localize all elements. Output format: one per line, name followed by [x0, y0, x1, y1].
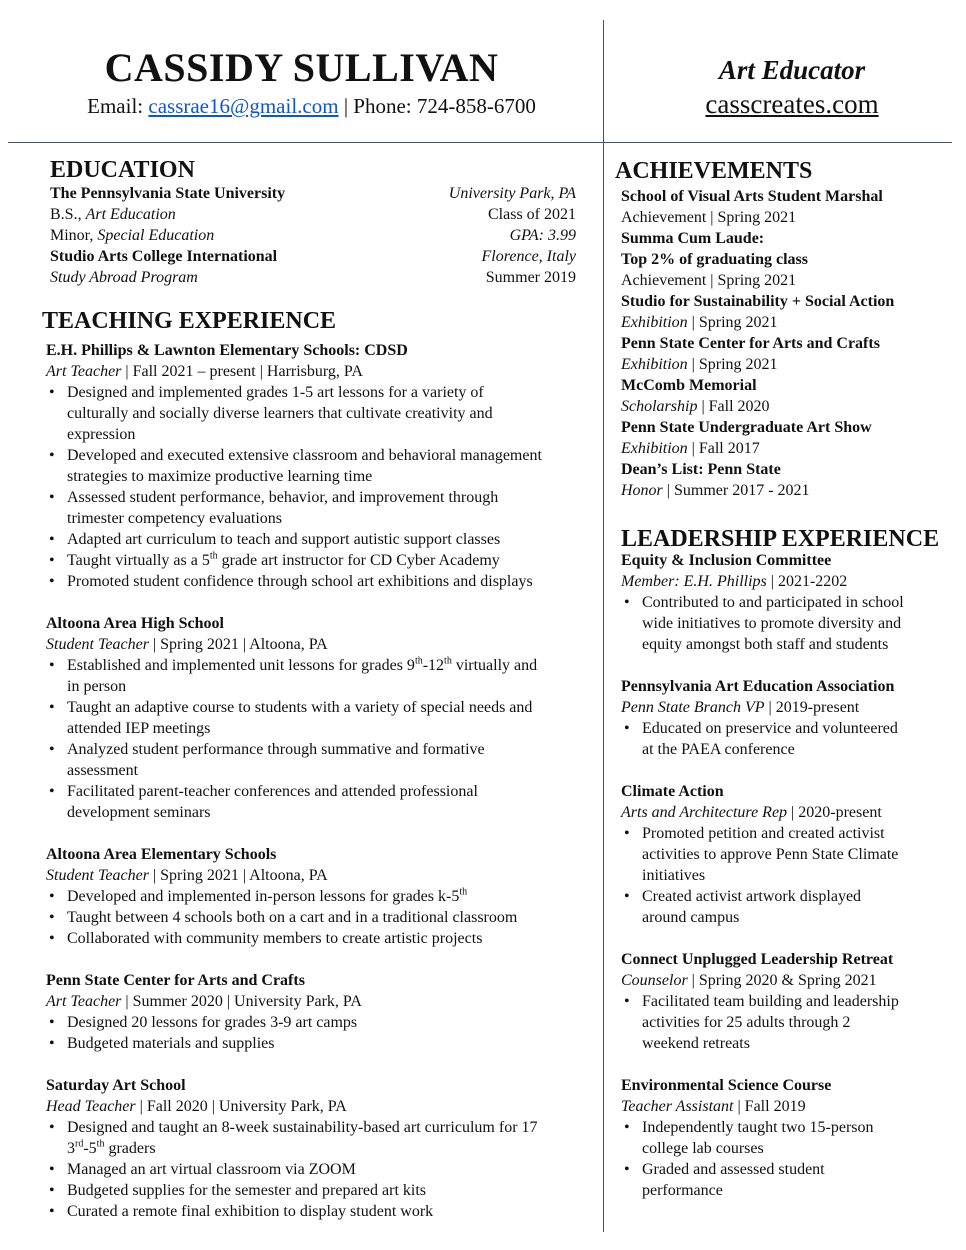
- entry-dates: | 2020-present: [787, 804, 882, 821]
- bullet-line: • Budgeted supplies for the semester and prepared art kits: [67, 1182, 426, 1199]
- achievement-meta: [621, 480, 951, 501]
- education-row: [50, 204, 576, 225]
- experience-entry: [46, 613, 591, 823]
- experience-entry: [621, 550, 951, 655]
- bullet-item: [46, 781, 591, 823]
- entry-meta: [46, 634, 591, 655]
- entry-dates: | Spring 2020 & Spring 2021: [687, 972, 877, 989]
- education-right: GPA: 3.99: [509, 227, 576, 244]
- bullet-line: wide initiatives to promote diversity and: [642, 615, 902, 632]
- bullet-item: [621, 991, 951, 1054]
- education-prefix: Minor,: [50, 227, 98, 244]
- leadership-heading: LEADERSHIP EXPERIENCE: [621, 526, 940, 552]
- bullet-line: • Developed and implemented in-person lessons for grades k-5th: [67, 886, 468, 905]
- education-row: [50, 225, 576, 246]
- bullet-item: [46, 1117, 591, 1159]
- bullet-line: performance: [642, 1182, 723, 1199]
- achievement-date: | Summer 2017 - 2021: [662, 482, 810, 499]
- bullet-item: [46, 1033, 591, 1054]
- education-left: [50, 246, 277, 267]
- bullet-list: [46, 886, 591, 949]
- bullet-line: • Taught between 4 schools both on a cart and in a traditional classroom: [67, 909, 518, 926]
- bullet-line: college lab courses: [642, 1140, 764, 1157]
- bullet-line: initiatives: [642, 867, 706, 884]
- phone-number: 724-858-6700: [416, 94, 536, 118]
- achievement-title: Studio for Sustainability + Social Action: [621, 293, 895, 310]
- entry-role: Head Teacher: [46, 1098, 136, 1115]
- entry-meta: [46, 1096, 591, 1117]
- achievement-title: School of Visual Arts Student Marshal: [621, 188, 883, 205]
- education-right: Florence, Italy: [481, 248, 576, 265]
- teaching-heading: TEACHING EXPERIENCE: [42, 308, 337, 334]
- entry-title: Environmental Science Course: [621, 1077, 832, 1094]
- bullet-item: [46, 445, 591, 487]
- phone-label: | Phone:: [338, 94, 417, 118]
- experience-entry: [621, 949, 951, 1054]
- bullet-item: [46, 487, 591, 529]
- bullet-line: activities to approve Penn State Climate: [642, 846, 899, 863]
- bullet-line: • Facilitated team building and leadership: [642, 993, 899, 1010]
- bullet-item: [621, 823, 951, 886]
- bullet-line: activities for 25 adults through 2: [642, 1014, 851, 1031]
- education-right: Summer 2019: [485, 269, 576, 286]
- education-row: [50, 267, 576, 288]
- bullet-line: • Developed and executed extensive classroom and behavioral management: [67, 447, 542, 464]
- bullet-line: development seminars: [67, 804, 211, 821]
- entry-title: Climate Action: [621, 783, 724, 800]
- entry-dates: | Fall 2021 – present | Harrisburg, PA: [121, 363, 363, 380]
- bullet-line: • Independently taught two 15-person: [642, 1119, 874, 1136]
- entry-title: E.H. Phillips & Lawnton Elementary Schools: CDSD: [46, 342, 408, 359]
- entry-role: Art Teacher: [46, 363, 122, 380]
- entry-meta: [621, 970, 951, 991]
- entry-dates: | 2019-present: [764, 699, 860, 716]
- achievement-kind: Achievement: [621, 272, 707, 289]
- entry-role: Penn State Branch VP: [621, 699, 765, 716]
- bullet-list: [46, 382, 591, 592]
- achievement-meta: [621, 207, 951, 228]
- entry-title: Connect Unplugged Leadership Retreat: [621, 951, 894, 968]
- achievement-date: | Spring 2021: [687, 314, 778, 331]
- achievement-title: Penn State Center for Arts and Crafts: [621, 335, 880, 352]
- bullet-line: • Promoted student confidence through school art exhibitions and displays: [67, 573, 533, 590]
- achievement-title: Dean’s List: Penn State: [621, 461, 781, 478]
- superscript: th: [96, 1138, 105, 1150]
- education-detail: Special Education: [97, 227, 215, 244]
- website-link[interactable]: casscreates.com: [705, 89, 879, 119]
- achievement-meta: [621, 396, 951, 417]
- bullet-line: expression: [67, 426, 136, 443]
- bullet-line: equity amongst both staff and students: [642, 636, 889, 653]
- bullet-line: at the PAEA conference: [642, 741, 795, 758]
- bullet-line: • Designed 20 lessons for grades 3-9 art camps: [67, 1014, 358, 1031]
- superscript: th: [459, 886, 468, 898]
- achievement-kind: Honor: [621, 482, 663, 499]
- entry-role: Counselor: [621, 972, 688, 989]
- achievement-meta: [621, 438, 951, 459]
- bullet-item: [46, 529, 591, 550]
- achievement-kind: Exhibition: [621, 440, 688, 457]
- education-prefix: B.S.,: [50, 206, 86, 223]
- achievement-date: | Fall 2017: [687, 440, 760, 457]
- bullet-line: • Established and implemented unit lessons for grades 9th-12th virtually and: [67, 655, 538, 674]
- candidate-name: CASSIDY SULLIVAN: [104, 45, 499, 90]
- bullet-item: [46, 655, 591, 697]
- superscript: th: [414, 655, 423, 667]
- education-heading: EDUCATION: [50, 157, 195, 183]
- education-left: [50, 267, 198, 288]
- bullet-line: assessment: [67, 762, 139, 779]
- achievement-kind: Achievement: [621, 209, 707, 226]
- bullet-line: strategies to maximize productive learning time: [67, 468, 373, 485]
- entry-meta: [46, 991, 591, 1012]
- entry-title: Penn State Center for Arts and Crafts: [46, 972, 305, 989]
- bullet-item: [46, 886, 591, 907]
- bullet-line: • Adapted art curriculum to teach and support autistic support classes: [67, 531, 501, 548]
- teaching-section: [46, 340, 591, 1243]
- bullet-line: • Facilitated parent-teacher conferences and attended professional: [67, 783, 478, 800]
- bullet-item: [621, 592, 951, 655]
- email-label: Email:: [87, 94, 149, 118]
- education-row: [50, 246, 576, 267]
- bullet-line: around campus: [642, 909, 740, 926]
- bullet-item: [46, 382, 591, 445]
- bullet-line: • Promoted petition and created activist: [642, 825, 885, 842]
- education-name: The Pennsylvania State University: [50, 185, 286, 202]
- experience-entry: [621, 781, 951, 928]
- bullet-line: attended IEP meetings: [67, 720, 211, 737]
- education-detail: Study Abroad Program: [50, 269, 198, 286]
- achievement-kind: Exhibition: [621, 314, 688, 331]
- bullet-line: • Taught an adaptive course to students with a variety of special needs and: [67, 699, 533, 716]
- entry-role: Member: E.H. Phillips: [621, 573, 767, 590]
- achievement-title: Penn State Undergraduate Art Show: [621, 419, 872, 436]
- bullet-line: • Designed and implemented grades 1-5 art lessons for a variety of: [67, 384, 484, 401]
- bullet-line: • Graded and assessed student: [642, 1161, 825, 1178]
- entry-role: Arts and Architecture Rep: [621, 804, 788, 821]
- entry-dates: | 2021-2202: [766, 573, 848, 590]
- education-left: [50, 204, 176, 225]
- entry-role: Art Teacher: [46, 993, 122, 1010]
- entry-dates: | Summer 2020 | University Park, PA: [121, 993, 362, 1010]
- bullet-list: [621, 991, 951, 1054]
- entry-meta: [621, 802, 951, 823]
- achievements-section: [621, 186, 951, 501]
- bullet-list: [621, 718, 951, 760]
- bullet-item: [621, 886, 951, 928]
- bullet-item: [46, 571, 591, 592]
- bullet-line: • Collaborated with community members to create artistic projects: [67, 930, 483, 947]
- bullet-item: [621, 1117, 951, 1159]
- entry-title: Equity & Inclusion Committee: [621, 552, 832, 569]
- entry-meta: [621, 571, 951, 592]
- bullet-item: [621, 718, 951, 760]
- education-left: [50, 183, 285, 204]
- entry-meta: [621, 1096, 951, 1117]
- education-right: Class of 2021: [488, 206, 576, 223]
- bullet-line: • Analyzed student performance through summative and formative: [67, 741, 485, 758]
- bullet-line: • Budgeted materials and supplies: [67, 1035, 275, 1052]
- achievement-title: Summa Cum Laude:: [621, 230, 765, 247]
- entry-role: Student Teacher: [46, 867, 149, 884]
- entry-dates: | Fall 2020 | University Park, PA: [135, 1098, 347, 1115]
- education-section: [50, 183, 576, 288]
- achievement-date: | Fall 2020: [697, 398, 770, 415]
- column-divider: [603, 20, 604, 1232]
- bullet-line: weekend retreats: [642, 1035, 750, 1052]
- bullet-item: [46, 1159, 591, 1180]
- experience-entry: [621, 676, 951, 760]
- bullet-item: [46, 1201, 591, 1222]
- experience-entry: [46, 1075, 591, 1222]
- bullet-item: [46, 1180, 591, 1201]
- bullet-line: in person: [67, 678, 127, 695]
- achievements-heading: ACHIEVEMENTS: [615, 158, 813, 184]
- bullet-line: trimester competency evaluations: [67, 510, 283, 527]
- achievement-kind: Exhibition: [621, 356, 688, 373]
- bullet-item: [46, 550, 591, 571]
- contact-line: [0, 93, 623, 119]
- bullet-line: • Created activist artwork displayed: [642, 888, 862, 905]
- education-detail: Art Education: [85, 206, 176, 223]
- bullet-list: [46, 655, 591, 823]
- entry-title: Altoona Area High School: [46, 615, 224, 632]
- entry-meta: [46, 361, 591, 382]
- header-divider: [8, 142, 952, 143]
- bullet-line: 3rd-5th graders: [67, 1138, 156, 1157]
- achievement-date: | Spring 2021: [706, 209, 797, 226]
- entry-role: Student Teacher: [46, 636, 149, 653]
- experience-entry: [46, 340, 591, 592]
- role-title: Art Educator: [718, 55, 866, 85]
- entry-meta: [621, 697, 951, 718]
- bullet-line: • Educated on preservice and volunteered: [642, 720, 898, 737]
- bullet-list: [621, 592, 951, 655]
- entry-title: Pennsylvania Art Education Association: [621, 678, 895, 695]
- bullet-list: [621, 1117, 951, 1201]
- entry-role: Teacher Assistant: [621, 1098, 734, 1115]
- bullet-line: • Designed and taught an 8-week sustainability-based art curriculum for 17: [67, 1119, 538, 1136]
- bullet-line: • Curated a remote final exhibition to display student work: [67, 1203, 434, 1220]
- bullet-item: [621, 1159, 951, 1201]
- bullet-item: [46, 739, 591, 781]
- experience-entry: [46, 970, 591, 1054]
- education-row: [50, 183, 576, 204]
- entry-meta: [46, 865, 591, 886]
- achievement-title: Top 2% of graduating class: [621, 251, 808, 268]
- bullet-list: [46, 1117, 591, 1222]
- bullet-list: [621, 823, 951, 928]
- bullet-line: • Contributed to and participated in school: [642, 594, 904, 611]
- bullet-line: • Taught virtually as a 5th grade art instructor for CD Cyber Academy: [67, 550, 500, 569]
- achievement-kind: Scholarship: [621, 398, 698, 415]
- leadership-section: [621, 550, 951, 1222]
- education-right: University Park, PA: [448, 185, 576, 202]
- achievement-date: | Spring 2021: [687, 356, 778, 373]
- achievement-date: | Spring 2021: [706, 272, 797, 289]
- achievement-meta: [621, 270, 951, 291]
- entry-dates: | Spring 2021 | Altoona, PA: [148, 867, 328, 884]
- bullet-item: [46, 1012, 591, 1033]
- superscript: th: [444, 655, 452, 667]
- email-link[interactable]: cassrae16@gmail.com: [148, 94, 339, 118]
- entry-dates: | Spring 2021 | Altoona, PA: [148, 636, 328, 653]
- superscript: th: [209, 550, 218, 562]
- entry-title: Altoona Area Elementary Schools: [46, 846, 277, 863]
- achievement-meta: [621, 354, 951, 375]
- bullet-line: • Assessed student performance, behavior, and improvement through: [67, 489, 499, 506]
- entry-dates: | Fall 2019: [733, 1098, 806, 1115]
- education-left: [50, 225, 214, 246]
- experience-entry: [46, 844, 591, 949]
- bullet-item: [46, 907, 591, 928]
- education-name: Studio Arts College International: [50, 248, 278, 265]
- achievement-meta: [621, 312, 951, 333]
- achievement-title: McComb Memorial: [621, 377, 757, 394]
- bullet-item: [46, 697, 591, 739]
- bullet-list: [46, 1012, 591, 1054]
- bullet-item: [46, 928, 591, 949]
- entry-title: Saturday Art School: [46, 1077, 186, 1094]
- superscript: rd: [75, 1138, 84, 1150]
- bullet-line: • Managed an art virtual classroom via ZOOM: [67, 1161, 356, 1178]
- bullet-line: culturally and socially diverse learners that cultivate creativity and: [67, 405, 493, 422]
- experience-entry: [621, 1075, 951, 1201]
